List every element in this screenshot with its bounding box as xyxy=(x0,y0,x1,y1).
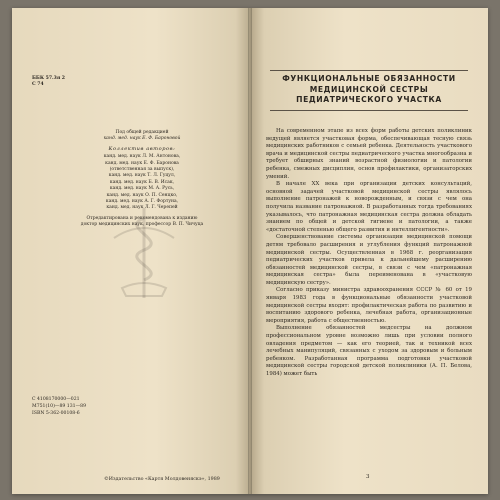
chapter-heading xyxy=(268,74,470,106)
editor-intro: Под общей редакцией xyxy=(115,130,169,135)
author-mark: С 74 xyxy=(32,82,44,88)
author-line: канд. мед. наук Е. Ф. Баронова xyxy=(105,160,179,166)
catalog-code: М751(10)—89 131—89 xyxy=(32,404,87,410)
author-line: канд. мед. наук Т. Л. Гуцул, xyxy=(108,173,176,179)
chapter-heading-line: ПЕДИАТРИЧЕСКОГО УЧАСТКА xyxy=(296,95,442,104)
author-line: канд. мед. наук О. П. Сенцко, xyxy=(106,192,178,198)
right-page xyxy=(250,8,488,494)
book-spread xyxy=(12,8,488,494)
credits-block xyxy=(52,130,232,229)
body-paragraph: Согласно приказу министра здравоохранения СССР № 60 от 19 января 1983 года в функциональные обязанности участковой медицинской сестры входят: профилактическая работа по развитию и воспитанию здорового ребенка, лечебная работа, организационные мероприятия, работа с общественностью. xyxy=(266,287,472,324)
publisher-imprint: ©Издательство «Картя Молдовеняскэ», 1989 xyxy=(104,477,220,482)
bbk-code: ББК 57.3я 2 xyxy=(32,76,66,81)
left-page xyxy=(12,8,250,494)
author-line: (ответственная за выпуск), xyxy=(109,167,175,173)
isbn: ISBN 5-362-00108-6 xyxy=(32,411,80,417)
author-line: канд. мед. наук М. А. Русь, xyxy=(109,186,175,192)
editor-name: канд. мед. наук Е. Ф. Бароновой xyxy=(103,136,181,142)
reviewer-name: доктор медицинских наук, профессор В. П. Чичуца xyxy=(80,222,204,228)
author-line: канд. мед. наук Л. Г. Черепей xyxy=(106,205,178,211)
body-paragraph: В начале XX века при организации детских консультаций, основной задачей участковой медицинской сестры являлось выполнение патронажей к новорожденным, и связи с чем она получила название патронажной. В разработанных тогда требованиях указывалось, что патронажная медицинская сестра должна обладать знанием по общей и детской гигиене и патологии, а также «достаточной степенью общего развития и интеллигентности». xyxy=(266,181,472,233)
chapter-body xyxy=(266,128,472,379)
page-number: 3 xyxy=(366,474,370,480)
chapter-heading-line: МЕДИЦИНСКОЙ СЕСТРЫ xyxy=(309,84,429,94)
reviewer-intro: Отредактирована и рекомендована к изданию xyxy=(86,215,198,221)
body-paragraph: На современном этапе из всех форм работы детских поликлиник ведущей является участковая форма, обеспечивающая тесную связь медицинских работников с семьей ребенка. Деятельность участкового врача и медицинской сестры педиатрического участка многообразна и требует обширных знаний возрастной физиологии и патологии ребенка, смежных дисциплин, основ профилактики, организаторских умений. xyxy=(266,128,472,180)
authors-heading: Коллектив авторов: xyxy=(108,145,176,152)
book-gutter xyxy=(248,8,252,494)
author-line: канд. мед. наук А. Г. Фортуна, xyxy=(105,199,179,205)
heading-rule-top xyxy=(270,70,468,71)
body-paragraph: Выполнение обязанностей медсестры на должном профессиональном уровне возможно лишь при условии полного овладения предметом — как его теорией, так и техникой всех лечебных манипуляций, связанных с уходом за здоровым и больным ребенком. Разработанная программа подготовки участковой медицинской сестры городской детской поликлиники (А. П. Белова, 1984) может быть xyxy=(266,325,472,377)
publication-codes xyxy=(32,396,86,418)
author-line: канд. мед. наук Б. В. Исак, xyxy=(109,179,175,185)
author-line: канд. мед. наук Л. М. Антонова, xyxy=(103,154,181,160)
heading-rule-bottom xyxy=(270,110,468,111)
bbk-classification xyxy=(32,76,65,89)
catalog-code: С 4108170000—021 xyxy=(32,397,80,402)
chapter-heading-line: ФУНКЦИОНАЛЬНЫЕ ОБЯЗАННОСТИ xyxy=(282,74,456,83)
body-paragraph: Совершенствование системы организации медицинской помощи детям требовало расширения и углубления функций патронажной медицинской сестры. Осуществленная в 1968 г. реорганизация педиатрических участков привела к дальнейшему расширению обязанностей медицинской сестры, в связи с чем «патронажная медицинская сестра» была переименована в «участковую медицинскую сестру». xyxy=(266,234,472,286)
